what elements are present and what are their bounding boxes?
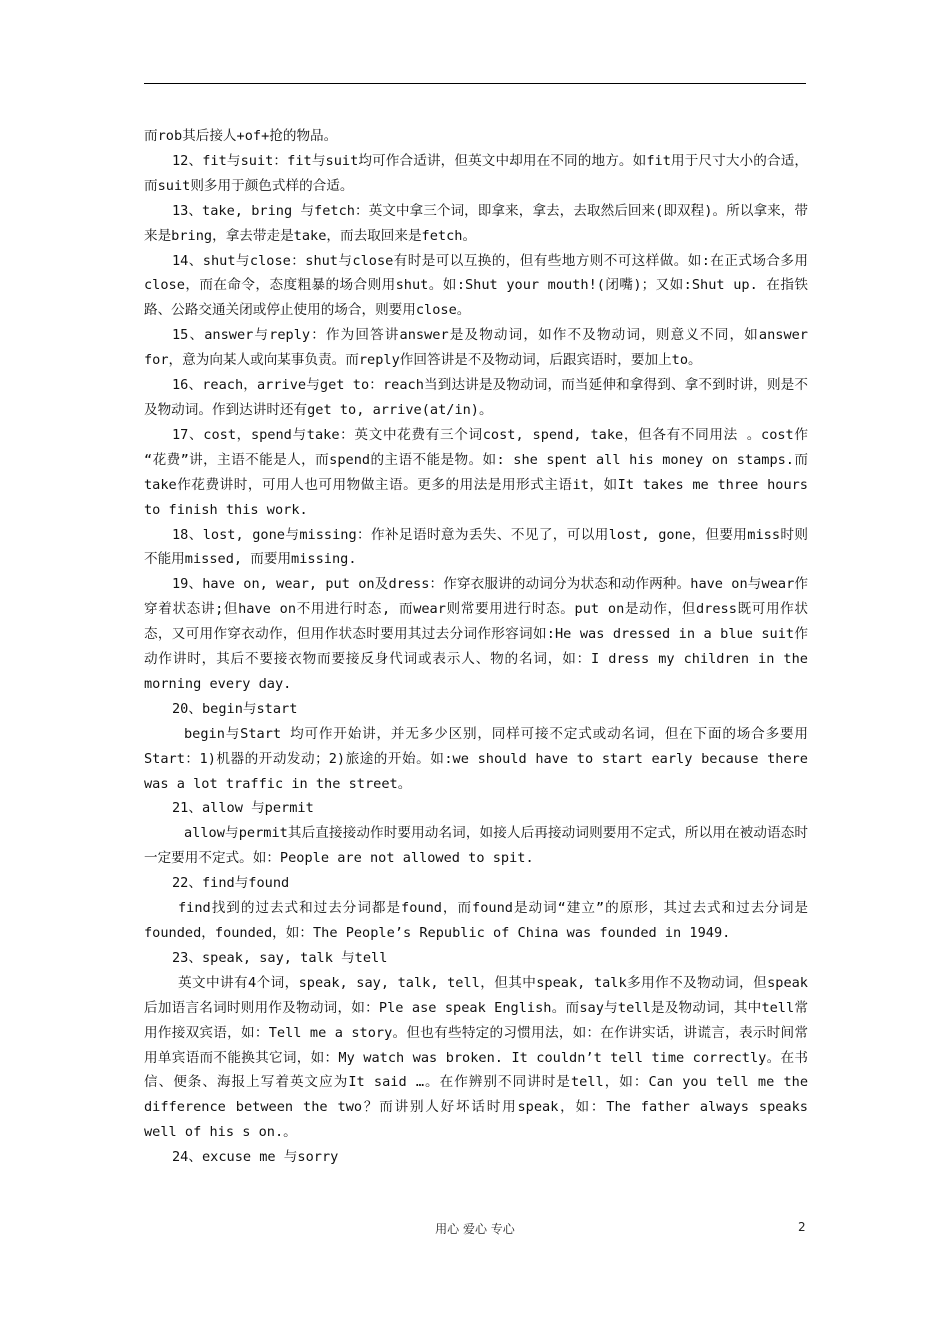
paragraph: begin与Start 均可作开始讲，并无多少区别，同样可接不定式或动名词，但在下面的场合多要用Start：1)机器的开动发动；2)旅途的开始。如:we should have to start early because there was a lot traffic in the street。 [144, 725, 808, 792]
paragraph: 13、take, bring 与fetch：英文中拿三个词，即拿来，拿去，去取然后回来(即双程)。所以拿来，带来是bring，拿去带走是take，而去取回来是fetch。 [144, 202, 808, 244]
paragraph: 19、have on, wear, put on及dress：作穿衣服讲的动词分为状态和动作两种。have on与wear作穿着状态讲;但have on不用进行时态, 而wear则常要用进行时态。put on是动作，但dress既可用作状态，又可用作穿衣动作，但用作状态时要用其过去分词作形容词如:He was dressed in a blue suit作动作讲时，其后不要接衣物而要接反身代词或表示人、物的名词，如：I dress my children in the morning every day. [144, 576, 808, 692]
document-body [144, 124, 808, 1170]
paragraph: 17、cost，spend与take：英文中花费有三个词cost, spend, take，但各有不同用法 。cost作 “花费”讲，主语不能是人，而spend的主语不能是物。如: she spent all his money on stamps.而take作花费讲时，可用人也可用物做主语。更多的用法是用形式主语it，如It takes me three hours to finish this work. [144, 426, 808, 518]
section-heading: 23、speak, say, talk 与tell [172, 949, 388, 966]
paragraph: 15、answer与reply：作为回答讲answer是及物动词，如作不及物动词，则意义不同，如answer for，意为向某人或向某事负责。而reply作回答讲是不及物动词，后跟宾语时，要加上to。 [144, 327, 808, 369]
paragraph: 18、lost, gone与missing：作补足语时意为丢失、不见了，可以用lost, gone，但要用miss时则不能用missed, 而要用missing. [144, 526, 808, 568]
section-heading: 21、allow 与permit [172, 800, 314, 817]
header-rule [144, 83, 806, 84]
paragraph: 英文中讲有4个词，speak, say, talk, tell，但其中speak, talk多用作不及物动词，但speak后加语言名词时则用作及物动词，如：Ple ase speak English。而say与tell是及物动词，其中tell常用作接双宾语，如：Tell me a story。但也有些特定的习惯用法，如：在作讲实话，讲谎言，表示时间常用单宾语而不能换其它词，如：My watch was broken. It couldn’t tell time correctly。在书信、便条、海报上写着英文应为It said …。在作辨别不同讲时是tell，如：Can you tell me the difference between the two？而讲别人好坏话时用speak，如：The father always speaks well of his s on.。 [144, 974, 808, 1141]
paragraph: 而rob其后接人+of+抢的物品。 [144, 128, 338, 144]
page-number: 2 [798, 1220, 806, 1234]
paragraph: find找到的过去式和过去分词都是found，而found是动词“建立”的原形，其过去式和过去分词是founded，founded，如：The People’s Republic of China was founded in 1949. [144, 900, 808, 941]
paragraph: 16、reach，arrive与get to：reach当到达讲是及物动词，而当延伸和拿得到、拿不到时讲，则是不及物动词。作到达讲时还有get to, arrive(at/in)。 [144, 377, 808, 418]
paragraph: 14、shut与close：shut与close有时是可以互换的，但有些地方则不可这样做。如:在正式场合多用close，而在命令，态度粗暴的场合则用shut。如:Shut your mouth!(闭嘴)；又如:Shut up. 在指铁路、公路交通关闭或停止使用的场合，则要用close。 [144, 252, 808, 319]
paragraph: 12、fit与suit：fit与suit均可作合适讲，但英文中却用在不同的地方。如fit用于尺寸大小的合适，而suit则多用于颜色式样的合适。 [144, 152, 808, 194]
footer-motto: 用心 爱心 专心 [435, 1222, 515, 1236]
section-heading: 24、excuse me 与sorry [172, 1149, 339, 1166]
section-heading: 20、begin与start [172, 700, 298, 717]
section-heading: 22、find与found [172, 875, 290, 892]
paragraph: allow与permit其后直接接动作时要用动名词，如接人后再接动词则要用不定式，所以用在被动语态时一定要用不定式。如：People are not allowed to spit. [144, 825, 808, 867]
